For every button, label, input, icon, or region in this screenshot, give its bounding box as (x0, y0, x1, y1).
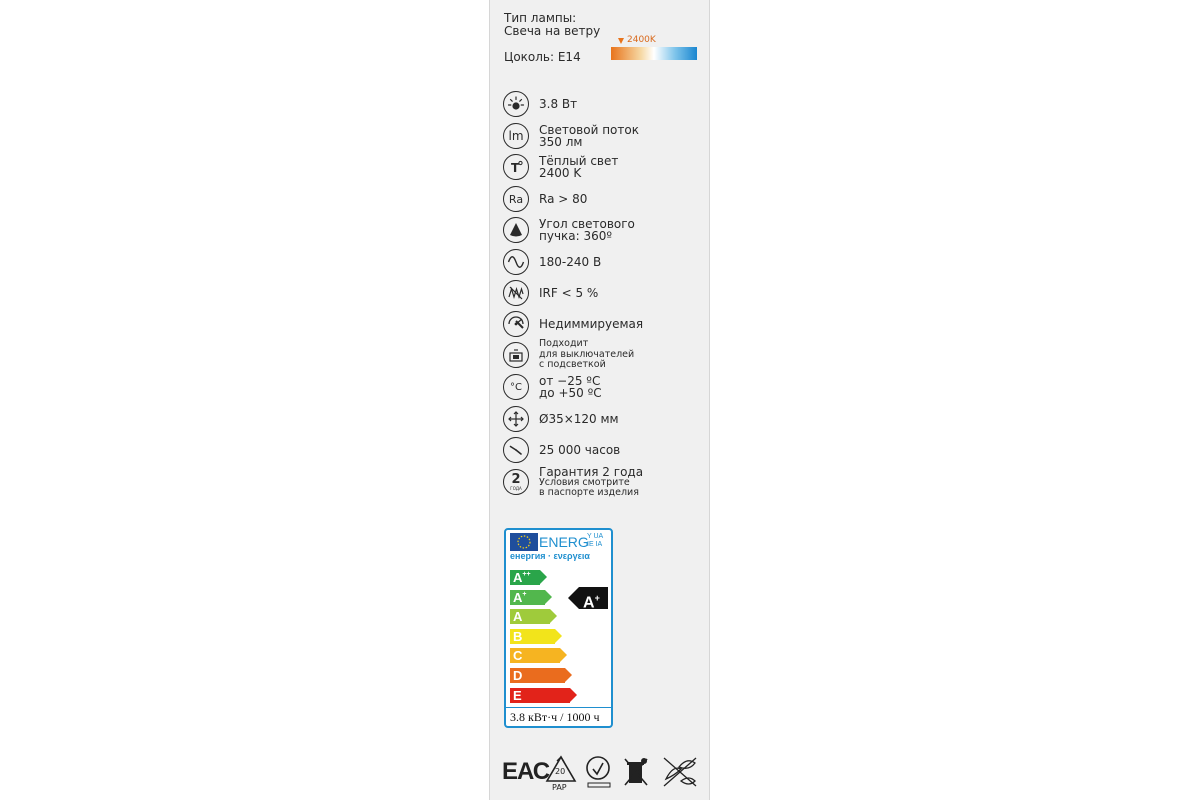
energy-class-letter: B (513, 628, 523, 644)
energy-class-bar (510, 668, 565, 683)
energy-rating-sup: + (594, 593, 600, 603)
energy-rating-arrow (568, 587, 608, 612)
clock-icon (503, 437, 529, 463)
energy-class-bar (510, 688, 570, 703)
spec-range-min: от −25 ºC (539, 374, 601, 388)
energy-consumption: 3.8 кВт·ч / 1000 ч (510, 710, 600, 724)
spec-temp-label: Тёплый свет (539, 154, 619, 168)
energy-label-suffix-bottom: IE IA (587, 541, 603, 548)
color-temperature-marker-label: 2400K (627, 35, 656, 45)
svg-text:T: T (511, 161, 520, 175)
spec-temp-value: 2400 K (539, 166, 582, 180)
energy-rating-value (583, 589, 600, 612)
product-info-panel (489, 0, 710, 800)
sine-wave-icon (503, 249, 529, 275)
energy-label-subtitle: енергия · ενεργεια (510, 551, 590, 561)
no-mercury-mark (661, 755, 701, 795)
warranty-icon (503, 469, 529, 495)
energy-class-bar (510, 629, 555, 644)
color-rendering-icon-text: Ra (508, 192, 524, 206)
spec-dimming-value: Недиммируемая (539, 317, 644, 331)
energy-label-divider (506, 707, 611, 708)
eco-leaf-icon (585, 755, 613, 789)
bulb-power-icon (503, 91, 529, 117)
energy-label-title: ENERG (539, 534, 589, 550)
spec-dimensions-value: Ø35×120 мм (539, 412, 619, 426)
backlit-switch-icon (503, 342, 529, 368)
spec-voltage-value: 180-240 В (539, 255, 602, 269)
energy-class-letter: D (513, 668, 523, 683)
energy-class-bar (510, 570, 540, 585)
energy-label-suffix-top: Y UA (587, 533, 604, 540)
warranty-icon-number: 2 (511, 471, 521, 487)
spec-warranty-line2: Условия смотрите (539, 476, 630, 488)
recycle-code: PAP (552, 783, 567, 792)
eu-flag-icon (510, 533, 538, 551)
energy-class-letter: A (513, 570, 523, 585)
color-rendering-icon (503, 186, 529, 212)
recycle-mark (545, 755, 577, 795)
spec-angle-value: пучка: 360º (539, 229, 613, 243)
temperature-range-icon-text: °C (510, 381, 522, 393)
energy-class-bar (510, 590, 545, 605)
energy-class-letter: C (513, 648, 523, 664)
dimensions-icon (503, 406, 529, 432)
lamp-type-value: Свеча на ветру (504, 24, 601, 38)
ripple-icon (503, 280, 529, 306)
base-type: Цоколь: E14 (504, 50, 581, 64)
temperature-range-icon (503, 374, 529, 400)
spec-switch-line2: для выключателей (539, 348, 635, 360)
spec-power-value: 3.8 Вт (539, 97, 578, 111)
no-hazardous-icon (661, 755, 699, 789)
beam-angle-icon (503, 217, 529, 243)
spec-warranty-title: Гарантия 2 года (539, 464, 644, 479)
lumen-icon (503, 123, 529, 149)
non-dimmable-icon (503, 311, 529, 337)
spec-angle-label: Угол светового (539, 217, 635, 231)
energy-class-letter: A (513, 609, 523, 625)
spec-range-max: до +50 ºC (539, 386, 602, 400)
spec-switch-line3: с подсветкой (539, 359, 606, 371)
energy-class-letter: E (513, 687, 522, 703)
trash-bin-icon (623, 755, 651, 789)
energy-rating-letter: A (583, 594, 595, 612)
color-temperature-icon (503, 154, 529, 180)
spec-flux-label: Световой поток (539, 123, 639, 137)
energy-class-bar (510, 648, 560, 663)
spec-flux-value: 350 лм (539, 135, 583, 149)
spec-lifetime-value: 25 000 часов (539, 443, 621, 457)
energy-class-letter: A (513, 589, 523, 605)
spec-ripple-value: IRF < 5 % (539, 286, 599, 300)
recycle-number: 20 (555, 767, 566, 776)
energy-class-bar (510, 609, 550, 624)
spec-switch-line1: Подходит (539, 338, 589, 350)
spec-warranty-line3: в паспорте изделия (539, 487, 639, 498)
energy-label-suffix (587, 533, 603, 549)
energy-class-sup: + (522, 590, 527, 598)
energy-label (504, 528, 613, 728)
energy-class-sup: ++ (522, 571, 531, 578)
spec-cri-value: Ra > 80 (539, 192, 588, 206)
color-temperature-scale (611, 36, 699, 62)
weee-mark (623, 755, 651, 795)
eac-mark (502, 755, 550, 795)
eco-mark (585, 755, 613, 795)
lamp-type-label: Тип лампы: (504, 11, 577, 25)
warranty-icon-caption: ГОДА (510, 485, 522, 491)
lumen-icon-text: lm (508, 129, 524, 143)
lamp-type (504, 12, 624, 38)
eac-mark-text: ЕАС (502, 758, 550, 785)
